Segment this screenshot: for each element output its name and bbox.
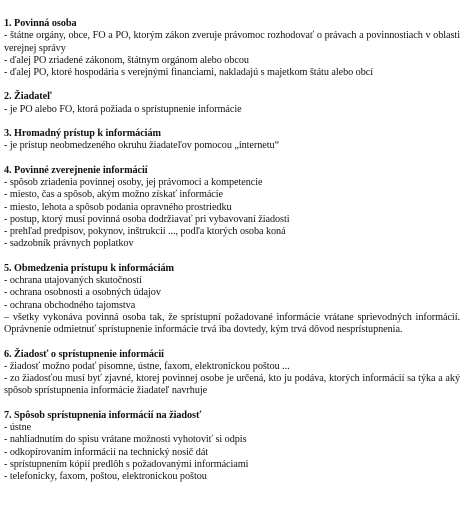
list-item: - ochrana obchodného tajomstva	[4, 299, 136, 311]
list-item: - štátne orgány, obce, FO a PO, ktorým zákon zveruje právomoc rozhodovať o právach a povinnostiach v oblasti verejnej správy	[4, 30, 460, 54]
list-item: - ďalej PO, ktoré hospodária s verejnými financiami, nakladajú s majetkom štátu alebo obcí	[4, 67, 374, 79]
list-item: - ochrana utajovaných skutočností	[4, 275, 142, 287]
list-item: - žiadosť možno podať písomne, ústne, faxom, elektronickou poštou ...	[4, 360, 290, 372]
list-item: - zo žiadosťou musí byť zjavné, ktorej povinnej osobe je určená, kto ju podáva, ktorých informácií sa týka a aký spôsob sprístupnenia informácie žiadateľ navrhuje	[4, 373, 460, 397]
section-obmedzenia-pristupu	[4, 263, 464, 337]
list-item: - prehľad predpisov, pokynov, inštrukcií ..., podľa ktorých osoba koná	[4, 226, 286, 238]
section-ziadatel	[4, 91, 464, 116]
list-item: - ústne	[4, 422, 32, 434]
list-item: - miesto, čas a spôsob, akým možno získať informácie	[4, 189, 224, 201]
list-item: - miesto, lehota a spôsob podania opravného prostriedku	[4, 201, 232, 213]
section-sposob-spristupnenia	[4, 410, 464, 484]
section-hromadny-pristup	[4, 128, 464, 153]
list-item: - spôsob zriadenia povinnej osoby, jej právomoci a kompetencie	[4, 176, 263, 188]
section-heading: 7. Spôsob sprístupnenia informácií na žiadosť	[4, 409, 202, 421]
section-heading: 5. Obmedzenia prístupu k informáciám	[4, 262, 174, 274]
list-item: - sprístupnením kópií predlôh s požadovanými informáciami	[4, 458, 249, 470]
document-body	[4, 0, 464, 496]
section-heading: 4. Povinné zverejnenie informácií	[4, 164, 148, 176]
list-item: - telefonicky, faxom, poštou, elektronickou poštou	[4, 471, 207, 483]
section-povinna-osoba	[4, 18, 464, 79]
list-item: - sadzobník právnych poplatkov	[4, 238, 134, 250]
list-item: - nahliadnutím do spisu vrátane možnosti vyhotoviť si odpis	[4, 434, 247, 446]
list-item: - je prístup neobmedzeného okruhu žiadateľov pomocou „internetu“	[4, 140, 280, 152]
section-heading: 3. Hromadný prístup k informáciám	[4, 128, 161, 140]
list-item: - ďalej PO zriadené zákonom, štátnym orgánom alebo obcou	[4, 54, 249, 66]
section-heading: 1. Povinná osoba	[4, 18, 77, 29]
list-item: - odkopírovaním informácií na technický nosič dát	[4, 446, 209, 458]
section-heading: 2. Žiadateľ	[4, 91, 52, 103]
section-ziadost	[4, 349, 464, 398]
list-item: – všetky vykonáva povinná osoba tak, že sprístupní požadované informácie vrátane sprievodných informácií. Oprávnenie odmietnuť sprístupnenie informácie trvá iba dovtedy, kým trvá dôvod nesprístupnenia.	[4, 311, 460, 336]
list-item: - ochrana osobnosti a osobných údajov	[4, 287, 161, 299]
list-item: - je PO alebo FO, ktorá požiada o sprístupnenie informácie	[4, 103, 242, 115]
list-item: - postup, ktorý musí povinná osoba dodržiavať pri vybavovaní žiadosti	[4, 213, 290, 225]
section-heading: 6. Žiadosť o sprístupnenie informácií	[4, 348, 164, 360]
section-povinne-zverejnenie	[4, 165, 464, 251]
